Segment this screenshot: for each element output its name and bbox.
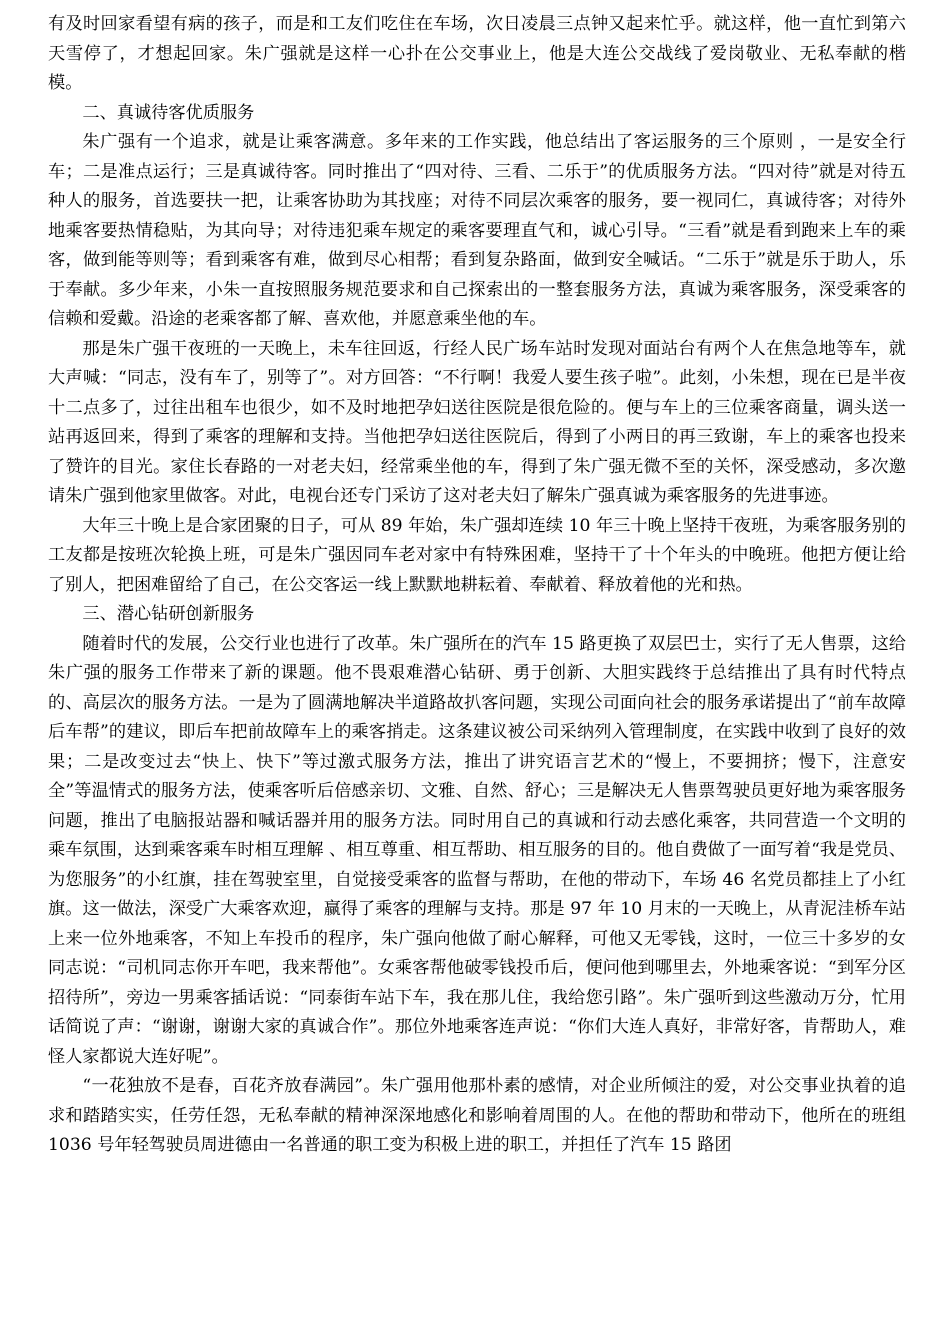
section-heading-3: 三、潜心钻研创新服务 [82,604,255,624]
paragraph-night-shift-story: 那是朱广强干夜班的一天晚上，未车往回返，行经人民广场车站时发现对面站台有两个人在焦急地等车，就大声喊：“同志，没有车了，别等了”。对方回答：“不行啊！我爱人要生孩子啦”。此刻，小朱想，现在已是半夜十二点多了，过往出租车也很少，如不及时地把孕妇送往医院是很危险的。便与车上的三位乘客商量，调头送一站再返回来，得到了乘客的理解和支持。当他把孕妇送往医院后，得到了小两日的再三致谢，车上的乘客也投来了赞许的目光。家住长春路的一对老夫妇，经常乘坐他的车，得到了朱广强无微不至的关怀，深受感动，多次邀请朱广强到他家里做客。对此，电视台还专门采访了这对老夫妇了解朱广强真诚为乘客服务的先进事迹。 [48,338,906,506]
paragraph-continuation: 有及时回家看望有病的孩子，而是和工友们吃住在车场，次日凌晨三点钟又起来忙乎。就这样，他一直忙到第六天雪停了，才想起回家。朱广强就是这样一心扑在公交事业上，他是大连公交战线了爱岗敬业、无私奉献的楷模。 [48,14,906,93]
paragraph-innovation: 随着时代的发展，公交行业也进行了改革。朱广强所在的汽车 15 路更换了双层巴士，实行了无人售票，这给朱广强的服务工作带来了新的课题。他不畏艰难潜心钻研、勇于创新、大胆实践终于总结推出了具有时代特点的、高层次的服务方法。一是为了圆满地解决半道路故扒客问题，实现公司面向社会的服务承诺提出了“前车故障后车帮”的建议，即后车把前故障车上的乘客捎走。这条建议被公司采纳列入管理制度，在实践中收到了良好的效果；二是改变过去“快上、快下”等过激式服务方法，推出了讲究语言艺术的“慢上，不要拥挤；慢下，注意安全”等温情式的服务方法，使乘客听后倍感亲切、文雅、自然、舒心；三是解决无人售票驾驶员更好地为乘客服务问题，推出了电脑报站器和喊话器并用的服务方法。同时用自己的真诚和行动去感化乘客，共同营造一个文明的乘车氛围，达到乘客乘车时相互理解 、相互尊重、相互帮助、相互服务的目的。他自费做了一面写着“我是党员、为您服务”的小红旗，挂在驾驶室里，自觉接受乘客的监督与帮助，在他的带动下，车场 46 名党员都挂上了小红旗。这一做法，深受广大乘客欢迎，赢得了乘客的理解与支持。那是 97 年 10 月末的一天晚上，从青泥洼桥车站上来一位外地乘客，不知上车投币的程序，朱广强向他做了耐心解释，可他又无零钱，这时，一位三十多岁的女同志说：“司机同志你开车吧，我来帮他”。女乘客帮他破零钱投币后，便问他到哪里去，外地乘客说：“到军分区招待所”，旁边一男乘客插话说：“同泰街车站下车，我在那儿住，我给您引路”。朱广强听到这些激动万分，忙用话简说了声：“谢谢，谢谢大家的真诚合作”。那位外地乘客连声说：“你们大连人真好，非常好客，肯帮助人，难怪人家都说大连好呢”。 [48,633,906,1067]
document-page [48,10,906,1161]
paragraph-new-year-eve: 大年三十晚上是合家团聚的日子，可从 89 年始，朱广强却连续 10 年三十晚上坚持干夜班，为乘客服务别的工友都是按班次轮换上班，可是朱广强因同车老对家中有特殊困难，坚持干了十个年头的中晚班。他把方便让给了别人，把困难留给了自己，在公交客运一线上默默地耕耘着、奉献着、释放着他的光和热。 [48,515,906,595]
paragraph-service-principles: 朱广强有一个追求，就是让乘客满意。多年来的工作实践，他总结出了客运服务的三个原则 ，一是安全行车；二是准点运行；三是真诚待客。同时推出了“四对待、三看、二乐于”的优质服务方法。“四对待”就是对待五种人的服务，首选要扶一把，让乘客协助为其找座；对待不同层次乘客的服务，要一视同仁，真诚待客；对待外地乘客要热情稳贴，为其向导；对待违犯乘车规定的乘客要理直气和，诚心引导。“三看”就是看到跑来上车的乘客，做到能等则等；看到乘客有难，做到尽心相帮；看到复杂路面，做到安全喊话。“二乐于”就是乐于助人，乐于奉献。多少年来，小朱一直按照服务规范要求和自己探索出的一整套服务方法，真诚为乘客服务，深受乘客的信赖和爱戴。沿途的老乘客都了解、喜欢他，并愿意乘坐他的车。 [48,132,906,329]
section-heading-2: 二、真诚待客优质服务 [82,102,255,123]
paragraph-influence: “一花独放不是春，百花齐放春满园”。朱广强用他那朴素的感情，对企业所倾注的爱，对公交事业执着的追求和踏踏实实，任劳任怨，无私奉献的精神深深地感化和影响着周围的人。在他的帮助和带动下，他所在的班组 1036 号年轻驾驶员周进德由一名普通的职工变为积极上进的职工，并担任了汽车 15 路团 [48,1076,906,1155]
